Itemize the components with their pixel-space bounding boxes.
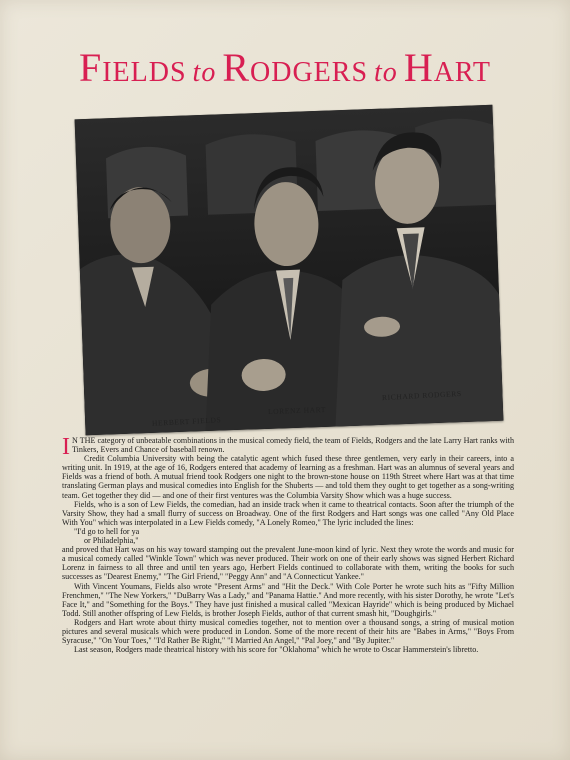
caption-herbert-fields: HERBERT FIELDS [151,415,222,428]
paragraph-6: Rodgers and Hart wrote about thirty musical comedies together, not to mention over a thousand songs, a string of musical motion pictures and several musicals which were produced in London. Some of the more recent of their hits are "Babes in Arms," "Boys From Syracuse," "On Your Toes," "I'd Rather Be Right," "I Married An Angel," "Pal Joey," and "By Jupiter." [62,617,514,646]
title-rodgers: Rodgers [222,45,369,90]
paragraph-3: Fields, who is a son of Lew Fields, the comedian, had an inside track when it came to theatrical contacts. Soon after the triumph of the Varsity Show, they had a small flurry of success on Broadway. One of the first Rodgers and Hart songs was one called "Any Old Place With You" which was interpolated in a Lew Fields comedy, "A Lonely Romeo," The lyric included the lines: [62,499,514,527]
caption-richard-rodgers: RICHARD RODGERS [381,388,462,403]
paragraph-7: Last season, Rodgers made theatrical history with his score for "Oklahoma" which he wrote to Oscar Hammerstein's libretto. [74,645,479,655]
title-hart: Hart [403,45,492,90]
lyric-line-1: "I'd go to hell for ya [74,526,140,536]
paragraph-1: I N THE category of unbeatable combinations in the musical comedy field, the team of Fields, Rodgers and the late Larry Hart ranks with Tinkers, Evers and Chance of baseball renown. [62,434,514,460]
page-title [0,44,570,91]
paragraph-5: With Vincent Youmans, Fields also wrote "Present Arms" and "Hit the Deck." With Cole Porter he wrote such hits as "Fifty Million Frenchmen," "The New Yorkers," "DuBarry Was a Lady," and "Panama Hattie." And more recently, with his sister Dorothy, he wrote "Let's Face It," and "Something for the Boys." They have just finished a musical called "Mexican Hayride" which is being produced by Michael Todd. Still another offspring of Lew Fields, is brother Joseph Fields, author of that current smash hit, "Doughgirls." [62,581,514,618]
paragraph-4: and proved that Hart was on his way toward stamping out the prevalent June-moon kind of lyric. Next they wrote the words and music for a musical comedy called "Winkle Town" which was never produced. Their work on one of their early shows was signed Herbert Richard Lorenz in fairness to all three and until ten years ago, Herbert Fields continued to collaborate with them, writing the books for such successes as "Dearest Enemy," "The Girl Friend," "Peggy Ann" and "A Connecticut Yankee." [62,545,514,582]
title-fields: Fields [78,45,187,90]
drop-cap: I [62,434,70,460]
title-to-2: to [374,57,398,88]
lyric-line-2: or Philadelphia," [84,536,139,546]
title-to-1: to [192,57,217,88]
paragraph-2: Credit Columbia University with being the catalytic agent which fused these three gentlemen, very early in their careers, into a writing unit. In 1919, at the age of 16, Rodgers entered that academy of learning as a freshman. Hart was an alumnus of several years and Fields was a friend of both. A mutual friend took Rodgers one night to the brown-stone house on 119th Street where Hart was at that time translating German plays and musical comedies into English for the Shuberts — and told them they ought to get together as a song-writing team. Get together they did — and one of their first ventures was the Columbia Varsity Show which was a huge success. [62,454,514,500]
caption-lorenz-hart: LORENZ HART [267,404,327,417]
trio-photograph [75,105,504,435]
article-body [62,436,514,654]
